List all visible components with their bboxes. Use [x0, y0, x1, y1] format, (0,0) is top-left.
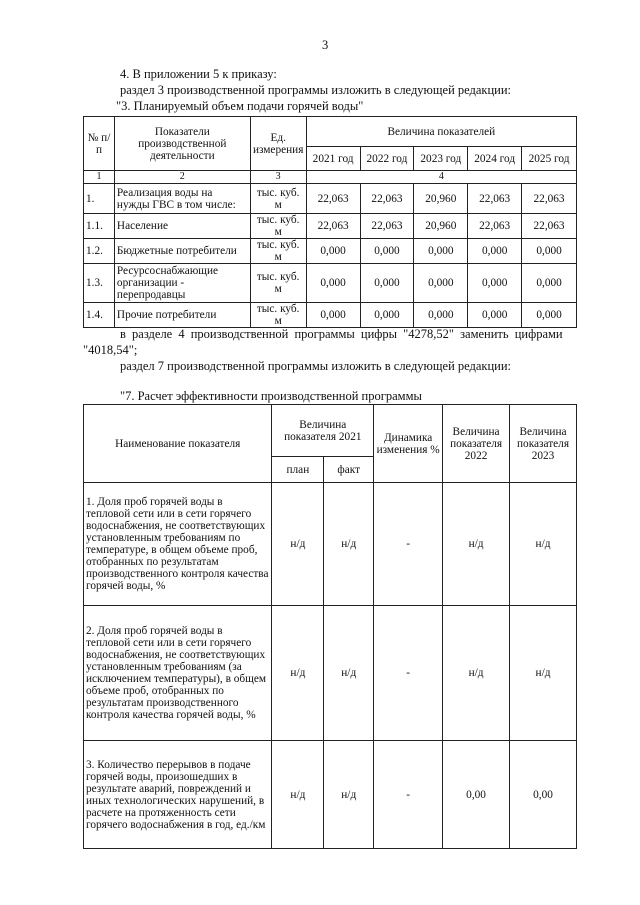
row-name: 2. Доля проб горячей воды в тепловой сети или в сети горячего водоснабжения, не соответствующих установленным требованиям (за исключением температуры), в общем объеме проб, отобранных по результатам производственного контроля качества горячей воды, % [84, 606, 272, 741]
row-unit: тыс. куб. м [250, 264, 306, 303]
table-row [84, 483, 577, 606]
cell: н/д [324, 483, 374, 606]
efficiency-table [83, 404, 577, 849]
header-num: № п/п [84, 117, 115, 171]
header-year: 2025 год [522, 147, 577, 171]
header-fact: факт [324, 457, 374, 483]
cell: 0,000 [468, 303, 522, 328]
table-row [84, 303, 577, 328]
row-unit: тыс. куб. м [250, 184, 306, 214]
row-name: Прочие потребители [114, 303, 250, 328]
row-num: 1.1. [84, 214, 115, 239]
row-name: Реализация воды на нужды ГВС в том числе: [114, 184, 250, 214]
cell: 0,000 [360, 303, 414, 328]
col-number: 3 [250, 171, 306, 184]
cell: - [374, 741, 443, 849]
cell: 22,063 [360, 214, 414, 239]
cell: 22,063 [522, 214, 577, 239]
cell: н/д [510, 606, 577, 741]
cell: 22,063 [522, 184, 577, 214]
paragraph: раздел 7 производственной программы изложить в следующей редакции: [120, 359, 512, 373]
header-unit: Ед. измерения [250, 117, 306, 171]
table-row [84, 214, 577, 239]
header-dynamics: Динамика изменения % [374, 405, 443, 483]
row-num: 1.4. [84, 303, 115, 328]
cell: н/д [272, 606, 324, 741]
cell: 0,000 [306, 239, 360, 264]
row-name: Население [114, 214, 250, 239]
row-name: Бюджетные потребители [114, 239, 250, 264]
cell: н/д [324, 741, 374, 849]
paragraph: 4. В приложении 5 к приказу: [120, 67, 277, 81]
table-title: "7. Расчет эффективности производственной программы [120, 389, 422, 403]
cell: 22,063 [468, 184, 522, 214]
table-row [84, 184, 577, 214]
row-num: 1.3. [84, 264, 115, 303]
cell: 0,000 [522, 239, 577, 264]
cell: 0,000 [414, 303, 468, 328]
cell: 0,000 [468, 264, 522, 303]
cell: 0,000 [306, 264, 360, 303]
table-title: "3. Планируемый объем подачи горячей воды" [116, 99, 364, 113]
cell: н/д [510, 483, 577, 606]
cell: 0,000 [522, 264, 577, 303]
cell: 22,063 [360, 184, 414, 214]
header-year: 2021 год [306, 147, 360, 171]
cell: 0,000 [414, 264, 468, 303]
table-row [84, 239, 577, 264]
header-value: Величина показателей [306, 117, 576, 147]
paragraph: раздел 3 производственной программы изложить в следующей редакции: [120, 83, 512, 97]
row-name: 1. Доля проб горячей воды в тепловой сети или в сети горячего водоснабжения, не соответствующих установленным требованиям по температуре, в общем объеме проб, отобранных по результатам производственного контроля качества горячей воды, % [84, 483, 272, 606]
cell: н/д [443, 483, 510, 606]
row-num: 1. [84, 184, 115, 214]
cell: 22,063 [306, 184, 360, 214]
header-indicator: Показатели производственной деятельности [114, 117, 250, 171]
cell: 20,960 [414, 214, 468, 239]
cell: - [374, 483, 443, 606]
header-year: 2022 год [360, 147, 414, 171]
page-number: 3 [322, 38, 329, 52]
row-name: Ресурсоснабжающие организации - перепродавцы [114, 264, 250, 303]
cell: 0,000 [522, 303, 577, 328]
header-year: 2023 год [414, 147, 468, 171]
cell: 0,000 [306, 303, 360, 328]
cell: - [374, 606, 443, 741]
table-row [84, 264, 577, 303]
table-row [84, 606, 577, 741]
row-unit: тыс. куб. м [250, 239, 306, 264]
paragraph: "4018,54"; [83, 343, 138, 357]
cell: 20,960 [414, 184, 468, 214]
cell: 0,000 [360, 239, 414, 264]
row-num: 1.2. [84, 239, 115, 264]
row-unit: тыс. куб. м [250, 303, 306, 328]
col-number: 2 [114, 171, 250, 184]
cell: 0,00 [510, 741, 577, 849]
col-number: 4 [306, 171, 576, 184]
row-name: 3. Количество перерывов в подаче горячей воды, произошедших в результате аварий, повреждений и иных технологических нарушений, в расчете на протяженность сети горячего водоснабжения в год, ед./км [84, 741, 272, 849]
col-number: 1 [84, 171, 115, 184]
cell: 0,000 [414, 239, 468, 264]
cell: н/д [443, 606, 510, 741]
cell: 22,063 [468, 214, 522, 239]
header-2023: Величина показателя 2023 [510, 405, 577, 483]
header-plan: план [272, 457, 324, 483]
cell: 22,063 [306, 214, 360, 239]
cell: н/д [324, 606, 374, 741]
cell: 0,00 [443, 741, 510, 849]
cell: 0,000 [360, 264, 414, 303]
paragraph: в разделе 4 производственной программы цифры "4278,52" заменить цифрами [120, 327, 563, 341]
cell: н/д [272, 741, 324, 849]
header-year: 2024 год [468, 147, 522, 171]
cell: н/д [272, 483, 324, 606]
header-name: Наименование показателя [84, 405, 272, 483]
cell: 0,000 [468, 239, 522, 264]
header-2021: Величина показателя 2021 [272, 405, 374, 457]
hot-water-volume-table [83, 116, 577, 328]
row-unit: тыс. куб. м [250, 214, 306, 239]
header-2022: Величина показателя 2022 [443, 405, 510, 483]
table-row [84, 741, 577, 849]
